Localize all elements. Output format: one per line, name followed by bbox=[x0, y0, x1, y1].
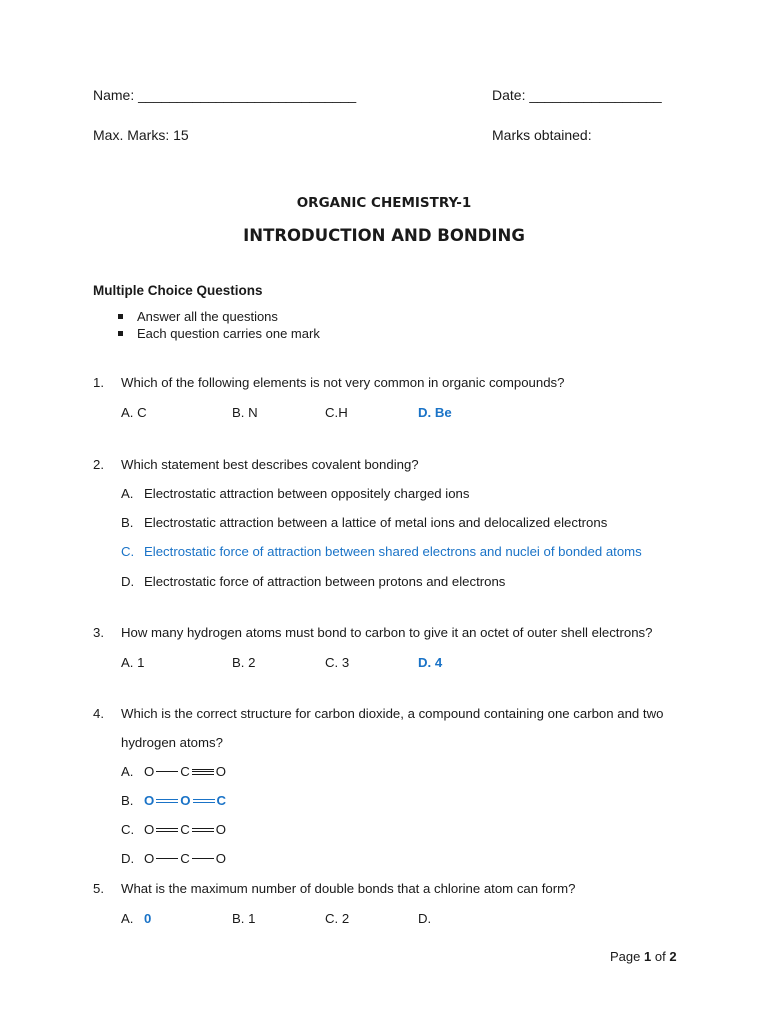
question-number: 2. bbox=[93, 457, 104, 472]
marks-obtained-label: Marks obtained: bbox=[492, 127, 592, 143]
option-letter: C. bbox=[121, 822, 135, 837]
correct-option: D. 4 bbox=[418, 655, 443, 670]
atom: C bbox=[180, 851, 190, 866]
question-text: Which is the correct structure for carbon dioxide, a compound containing one carbon and two bbox=[121, 706, 664, 721]
option: D. bbox=[418, 911, 432, 926]
section-heading: Multiple Choice Questions bbox=[93, 283, 263, 298]
question-text: Which statement best describes covalent bonding? bbox=[121, 457, 419, 472]
atom: O bbox=[215, 764, 227, 779]
double-bond bbox=[156, 797, 178, 805]
option: B. 1 bbox=[232, 911, 256, 926]
date-field-label: Date: _________________ bbox=[492, 87, 662, 103]
single-bond bbox=[156, 771, 178, 772]
option-letter: A. bbox=[121, 764, 134, 779]
option: A. 1 bbox=[121, 655, 145, 670]
atom: C bbox=[180, 822, 190, 837]
atom: O bbox=[144, 764, 155, 779]
correct-option: D. Be bbox=[418, 405, 452, 420]
atom: O bbox=[144, 822, 155, 837]
single-bond bbox=[192, 858, 214, 859]
correct-option-letter: C. bbox=[121, 544, 135, 559]
instruction-item: Each question carries one mark bbox=[118, 326, 320, 341]
double-bond bbox=[193, 797, 215, 805]
option-letter: B. bbox=[121, 793, 134, 808]
topic-title: INTRODUCTION AND BONDING bbox=[243, 226, 525, 245]
atom: C bbox=[216, 793, 227, 808]
subject-title: ORGANIC CHEMISTRY-1 bbox=[296, 195, 472, 211]
question-number: 4. bbox=[93, 706, 104, 721]
correct-option-text: Electrostatic force of attraction between shared electrons and nuclei of bonded atoms bbox=[144, 544, 642, 559]
option-letter: A. bbox=[121, 911, 134, 926]
option: B. N bbox=[232, 405, 258, 420]
correct-option: 0 bbox=[144, 911, 152, 926]
question-text-continued: hydrogen atoms? bbox=[121, 735, 223, 750]
question-text: How many hydrogen atoms must bond to carbon to give it an octet of outer shell electrons? bbox=[121, 625, 653, 640]
bullet-square-icon bbox=[118, 314, 123, 319]
option: C. 3 bbox=[325, 655, 350, 670]
page-indicator: Page 1 of 2 bbox=[610, 949, 677, 964]
option-letter: B. bbox=[121, 515, 134, 530]
option-text: Electrostatic attraction between a lattice of metal ions and delocalized electrons bbox=[144, 515, 608, 530]
bullet-square-icon bbox=[118, 331, 123, 336]
structure-option-b bbox=[144, 793, 226, 808]
atom: O bbox=[144, 793, 155, 808]
instruction-item: Answer all the questions bbox=[118, 309, 278, 324]
option-text: Electrostatic force of attraction between protons and electrons bbox=[144, 574, 506, 589]
max-marks-label: Max. Marks: 15 bbox=[93, 127, 189, 143]
structure-option-c bbox=[144, 822, 226, 837]
question-number: 1. bbox=[93, 375, 104, 390]
triple-bond bbox=[192, 767, 214, 776]
atom: O bbox=[180, 793, 191, 808]
double-bond bbox=[156, 826, 178, 834]
option: B. 2 bbox=[232, 655, 256, 670]
question-number: 3. bbox=[93, 625, 104, 640]
atom: O bbox=[144, 851, 155, 866]
atom: O bbox=[215, 822, 227, 837]
page-current: 1 bbox=[644, 949, 652, 964]
atom: C bbox=[180, 764, 190, 779]
name-field-label: Name: ____________________________ bbox=[93, 87, 357, 103]
option: A. C bbox=[121, 405, 147, 420]
option: C. 2 bbox=[325, 911, 350, 926]
option-text: Electrostatic attraction between oppositely charged ions bbox=[144, 486, 470, 501]
question-text: What is the maximum number of double bonds that a chlorine atom can form? bbox=[121, 881, 576, 896]
atom: O bbox=[215, 851, 227, 866]
single-bond bbox=[156, 858, 178, 859]
option: C.H bbox=[325, 405, 348, 420]
option-letter: D. bbox=[121, 574, 135, 589]
page-total: 2 bbox=[669, 949, 677, 964]
option-letter: D. bbox=[121, 851, 135, 866]
question-number: 5. bbox=[93, 881, 104, 896]
structure-option-d bbox=[144, 851, 226, 866]
double-bond bbox=[192, 826, 214, 834]
structure-option-a bbox=[144, 764, 226, 779]
question-text: Which of the following elements is not very common in organic compounds? bbox=[121, 375, 565, 390]
option-letter: A. bbox=[121, 486, 134, 501]
